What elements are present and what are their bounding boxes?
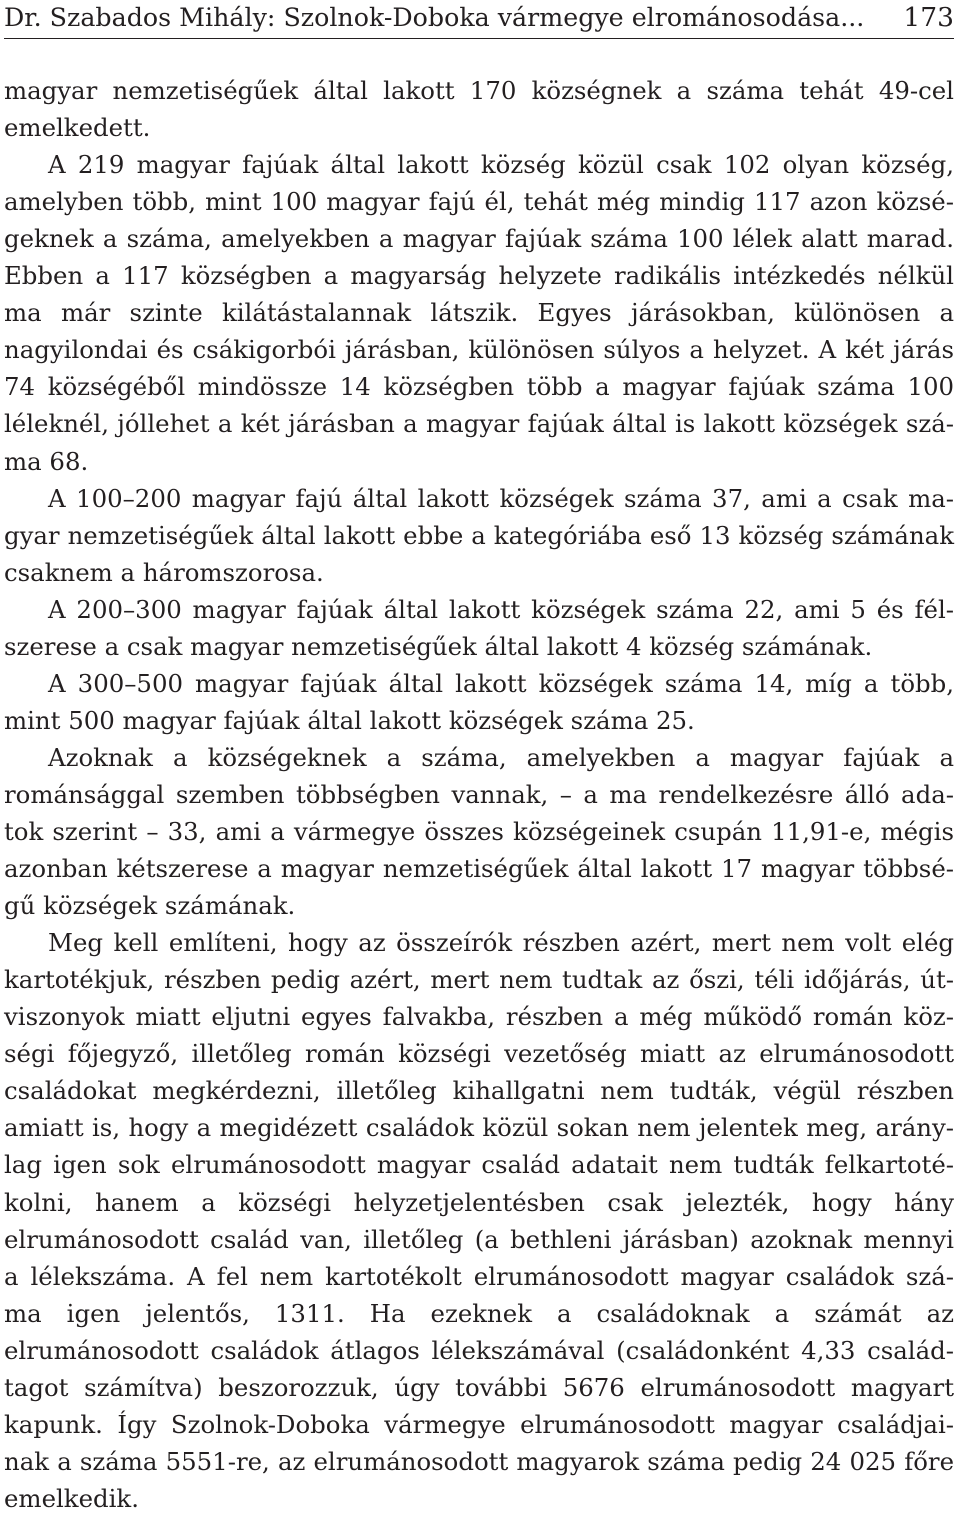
text-line: a lélekszáma. A fel nem kartotékolt elrumánosodott magyar családok szá- (4, 1261, 954, 1291)
text-line: azonban kétszerese a magyar nemzetiségűek által lakott 17 magyar többsé- (4, 854, 954, 884)
text-line: Meg kell említeni, hogy az összeírók részben azért, mert nem volt elég (48, 928, 954, 958)
text-line: kartotékjuk, részben pedig azért, mert nem tudtak az őszi, téli időjárás, út- (4, 965, 954, 995)
header-title: Dr. Szabados Mihály: Szolnok-Doboka vármegye elrománosodása... (4, 3, 865, 32)
text-line: gű községek számának. (4, 891, 296, 921)
text-line: 74 községéből mindössze 14 községben több a magyar fajúak száma 100 (4, 372, 954, 402)
text-line: ma már szinte kilátástalannak látszik. Egyes járásokban, különösen a (4, 298, 954, 328)
text-line: kapunk. Így Szolnok-Doboka vármegye elrumánosodott magyar családjai- (4, 1409, 954, 1439)
text-line: magyar nemzetiségűek által lakott 170 községnek a száma tehát 49-cel (4, 76, 954, 105)
text-line: csaknem a háromszorosa. (4, 557, 324, 587)
text-line: Ebben a 117 községben a magyarság helyzete radikális intézkedés nélkül (4, 261, 954, 291)
text-line: viszonyok miatt eljutni egyes falvakba, részben a még működő román köz- (4, 1002, 954, 1032)
text-line: nak a száma 5551-re, az elrumánosodott magyarok száma pedig 24 025 főre (4, 1446, 954, 1476)
text-line: A 219 magyar fajúak által lakott község közül csak 102 olyan község, (48, 150, 954, 180)
text-line: A 200–300 magyar fajúak által lakott községek száma 22, ami 5 és fél- (48, 594, 954, 624)
text-line: lag igen sok elrumánosodott magyar család adatait nem tudták felkartoté- (4, 1150, 954, 1180)
text-line: mint 500 magyar fajúak által lakott községek száma 25. (4, 705, 695, 735)
text-line: amelyben több, mint 100 magyar fajú él, tehát még mindig 117 azon közsé- (4, 187, 954, 217)
text-line: léleknél, jóllehet a két járásban a magyar fajúak által is lakott községek szá- (4, 409, 954, 439)
text-line: elrumánosodott családok átlagos lélekszámával (családonként 4,33 család- (4, 1335, 954, 1365)
text-line: románsággal szemben többségben vannak, – a ma rendelkezésre álló ada- (4, 779, 954, 809)
running-header (4, 0, 954, 39)
text-line: amiatt is, hogy a megidézett családok közül sokan nem jelentek meg, arány- (4, 1113, 954, 1143)
text-line: ma 68. (4, 446, 89, 476)
text-line: elrumánosodott család van, illetőleg (a bethleni járásban) azoknak mennyi (4, 1224, 954, 1254)
text-line: tok szerint – 33, ami a vármegye összes községeinek csupán 11,91-e, mégis (4, 817, 954, 846)
page-number: 173 (903, 2, 954, 33)
text-line: családokat megkérdezni, illetőleg kihallgatni nem tudták, végül részben (4, 1076, 954, 1106)
text-line: emelkedett. (4, 113, 151, 143)
text-line: gyar nemzetiségűek által lakott ebbe a kategóriába eső 13 község számának (4, 520, 954, 550)
text-line: A 100–200 magyar fajú által lakott községek száma 37, ami a csak ma- (48, 483, 954, 513)
text-line: geknek a száma, amelyekben a magyar fajúak száma 100 lélek alatt marad. (4, 224, 954, 254)
text-line: ségi főjegyző, illetőleg román községi vezetőség miatt az elrumánosodott (4, 1039, 954, 1069)
text-line: kolni, hanem a községi helyzetjelentésben csak jelezték, hogy hány (4, 1187, 954, 1217)
text-line: szerese a csak magyar nemzetiségűek által lakott 4 község számának. (4, 631, 873, 661)
text-line: A 300–500 magyar fajúak által lakott községek száma 14, míg a több, (48, 668, 954, 698)
text-line: Azoknak a községeknek a száma, amelyekben a magyar fajúak a (48, 742, 954, 772)
text-line: tagot számítva) beszorozzuk, úgy további 5676 elrumánosodott magyart (4, 1372, 954, 1402)
text-line: ma igen jelentős, 1311. Ha ezeknek a családoknak a számát az (4, 1298, 954, 1328)
text-line: emelkedik. (4, 1483, 139, 1513)
text-line: nagyilondai és csákigorbói járásban, különösen súlyos a helyzet. A két járás (4, 335, 954, 365)
